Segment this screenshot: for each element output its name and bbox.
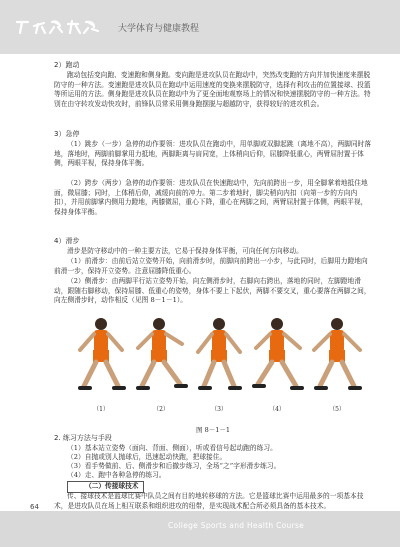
paragraph-slide-forward: （1）前滑步：由前后站立姿势开始，向前滑步时，前脚向前跨出一小步，与此同时，后脚用力蹬地向前滑一步，保持开立姿势。注意屈膝降低重心。 [54, 257, 368, 275]
figure-label-4: （4） [269, 406, 285, 413]
figure-caption: 图 8－1－1 [196, 425, 230, 434]
figure-label-3: （3） [211, 406, 227, 413]
section-heading-passing: （二）传接球技术 [67, 481, 144, 493]
header-band [0, 0, 400, 54]
player-figure-4 [248, 314, 306, 400]
practice-item-2: （2）自抛或别人抛球后，迅速起动快跑，把球接住。 [67, 453, 227, 461]
practice-item-3: （3）看手势做前、后、侧滑步和后撤步练习，全场“之”字形滑步练习。 [67, 462, 281, 470]
practice-item-4: （4）走、跑中各种急停的练习。 [67, 471, 166, 479]
paragraph-slide-side: （2）侧滑步：由两脚平行站立姿势开始，向左侧滑步时，右脚向右跨出，落地的同时，左脚蹬地滑动，跟随右脚移动，保持屈膝、低重心的姿势，身体不要上下起伏，两脚不要交叉，重心要落在两脚之间，向左侧滑步时，动作相反（见图 8－1－1）。 [54, 277, 371, 305]
paragraph-passing: 传、接球技术是篮球比赛中队员之间有目的地转移球的方法。它是篮球比赛中运用最多的一项基本技术，是进攻队员在场上相互联系和组织进攻的纽带，是实现战术配合所必须具备的基本技术。 [54, 492, 364, 510]
footer-band [0, 511, 400, 547]
figure-label-2: （2） [153, 406, 169, 413]
heading-running: 2）跑动 [54, 61, 80, 69]
player-figure-3 [190, 314, 248, 400]
practice-item-1: （1）基本站立姿势（面向、背面、侧面），听或看信号起动跑的练习。 [67, 444, 277, 452]
section-heading-wrapper [54, 481, 372, 493]
heading-slide: 4）滑步 [54, 237, 80, 245]
paragraph-running: 跑动包括变向跑、变速跑和侧身跑。变向跑是进攻队员在跑动中，突然改变跑的方向并加快速度来摆脱防守的一种方法。变速跑是进攻队员在跑动中运用速度的变换来摆脱防守，选择有利攻击的位置接球、投篮等所运用的方法。侧身跑是进攻队员在跑动中为了更全面地观察场上的情况和快速摆脱防守的一种方法。特别在由守转攻发动快攻时，前锋队员常采用侧身跑摆脱与超越防守，获得较好的进攻机会。 [54, 71, 371, 108]
figure-label-1: （1） [93, 406, 109, 413]
heading-practice: 2. 练习方法与手段 [54, 434, 112, 442]
paragraph-slide-intro: 滑步是防守移动中的一种主要方法，它易于保持身体平衡，可向任何方向移动。 [67, 247, 303, 255]
player-figure-2 [132, 314, 190, 400]
player-figure-5 [308, 314, 366, 400]
paragraph-stop-jump: （1）跳步（一步）急停的动作要领：进攻队员在跑动中，用单脚或双脚起跳（离地不高），两脚同时落地，落地时，两脚前脚掌用力抵地，两脚距离与肩同宽，上体稍向后仰，屈膝降低重心，两臂屈肘置于体侧，两眼平视，保持身体平衡。 [54, 140, 372, 168]
paragraph-stop-stride: （2）跨步（两步）急停的动作要领：进攻队员在快速跑动中，先向前跨出一步，用全脚掌着地抵住地面，微屈膝；同时，上体稍后仰，减缓向前的冲力。第二步着地时，脚尖稍向内扣（向第一步的方向内扣），并用前脚掌内侧用力蹬地，两膝微屈，重心下降，重心在两脚之间，两臂屈肘置于体侧，两眼平视，保持身体平衡。 [54, 179, 368, 216]
player-figure-1 [72, 314, 130, 400]
sports-figures-logo [14, 18, 114, 36]
page-number: 64 [30, 503, 39, 511]
figure-label-5: （5） [329, 406, 345, 413]
heading-stop: 3）急停 [54, 130, 80, 138]
figure-sequence [54, 314, 372, 413]
book-title: 大学体育与健康教程 [118, 24, 200, 34]
course-title: College Sports and Health Course [168, 521, 305, 530]
